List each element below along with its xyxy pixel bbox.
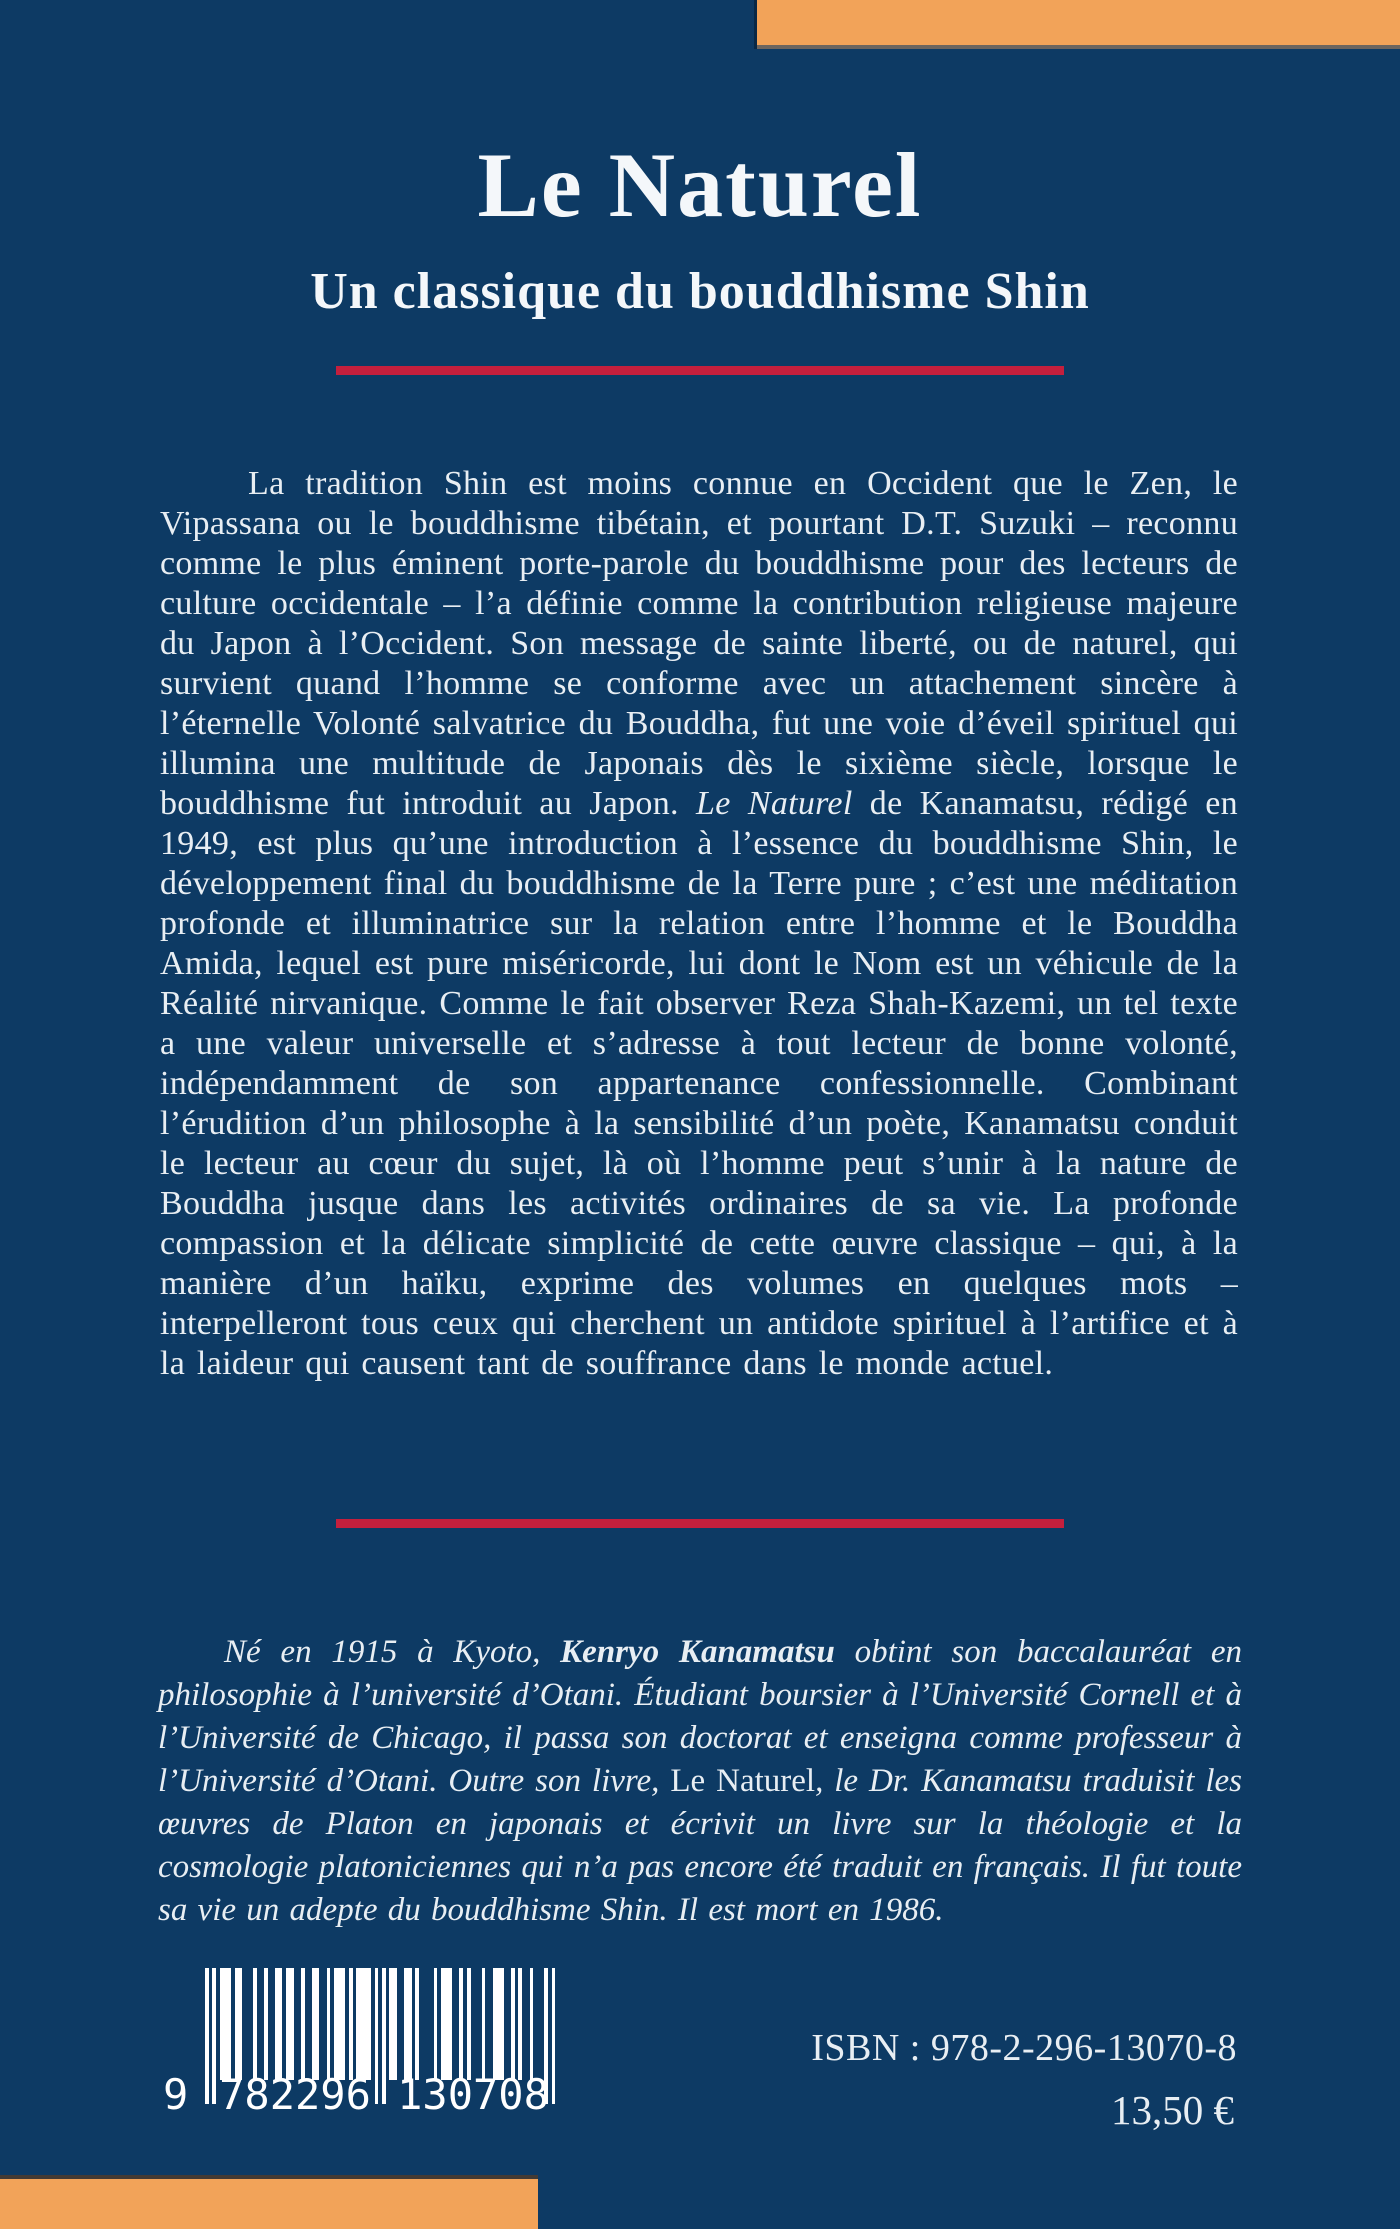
synopsis-text-end: de Kanamatsu, rédigé en 1949, est plus qu’une introduction à l’essence du bouddhisme Shin, le développement final du bouddhisme de la Terre pure ; c’est une méditation profonde et illuminatrice sur la relation entre l’homme et le Bouddha Amida, lequel est pure miséricorde, lui dont le Nom est un véhicule de la Réalité nirvanique. Comme le fait observer Reza Shah-Kazemi, un tel texte a une valeur universelle et s’adresse à tout lecteur de bonne volonté, indépendamment de son appartenance confessionnelle. Combinant l’érudition d’un philosophe à la sensibilité d’un poète, Kanamatsu conduit le lecteur au cœur du sujet, là où l’homme peut s’unir à la nature de Bouddha jusque dans les activités ordinaires de sa vie. La profonde compassion et la délicate simplicité de cette œuvre classique – qui, à la manière d’un haïku, exprime des volumes en quelques mots – interpelleront tous ceux qui cherchent un antidote spirituel à l’artifice et à la laideur qui causent tant de souffrance dans le monde actuel. — [160, 785, 1238, 1382]
bio-intro: Né en 1915 à Kyoto, — [224, 1634, 561, 1670]
bio-end: , le Dr. Kanamatsu traduisit les œuvres de Platon en japonais et écrivit un livre sur la théologie et la cosmologie platoniciennes qui n’a pas encore été traduit en français. Il fut toute sa vie un adepte du bouddhisme Shin. Il est mort en 1986. — [158, 1763, 1242, 1928]
ean13-barcode — [163, 1968, 557, 2119]
bottom-orange-band — [0, 2175, 538, 2229]
bio-book-title: Le Naturel — [670, 1763, 816, 1799]
synopsis-book-title-italic: Le Naturel — [696, 785, 853, 822]
red-divider-top — [336, 366, 1064, 375]
book-subtitle: Un classique du bouddhisme Shin — [310, 263, 1090, 320]
price-text: 13,50 € — [1111, 2087, 1234, 2133]
barcode-group1-digits: 782296 — [219, 2070, 371, 2119]
red-divider-bottom — [336, 1519, 1064, 1528]
isbn-text: ISBN : 978-2-296-13070-8 — [811, 2027, 1237, 2069]
top-orange-band — [757, 0, 1400, 49]
bio-author-name: Kenryo Kanamatsu — [560, 1634, 835, 1670]
author-bio-paragraph — [158, 1631, 1242, 1932]
synopsis-text-start: La tradition Shin est moins connue en Occident que le Zen, le Vipassana ou le bouddhisme tibétain, et pourtant D.T. Suzuki – reconnu comme le plus éminent porte-parole du bouddhisme pour des lecteurs de culture occidentale – l’a définie comme la contribution religieuse majeure du Japon à l’Occident. Son message de sainte liberté, ou de naturel, qui survient quand l’homme se conforme avec un attachement sincère à l’éternelle Volonté salvatrice du Bouddha, fut une voie d’éveil spirituel qui illumina une multitude de Japonais dès le sixième siècle, lorsque le bouddhisme fut introduit au Japon. — [160, 465, 1238, 822]
book-title: Le Naturel — [477, 134, 923, 236]
synopsis-paragraph — [160, 464, 1238, 1384]
barcode-group2-digits: 130708 — [397, 2070, 549, 2119]
barcode-left-digit: 9 — [163, 2070, 189, 2119]
bio-middle: obtint son baccalauréat en philosophie à l’université d’Otani. Étudiant boursier à l’Université Cornell et à l’Université de Chicago, il passa son doctorat et enseigna comme professeur à l’Université d’Otani. Outre son livre, — [158, 1634, 1242, 1799]
